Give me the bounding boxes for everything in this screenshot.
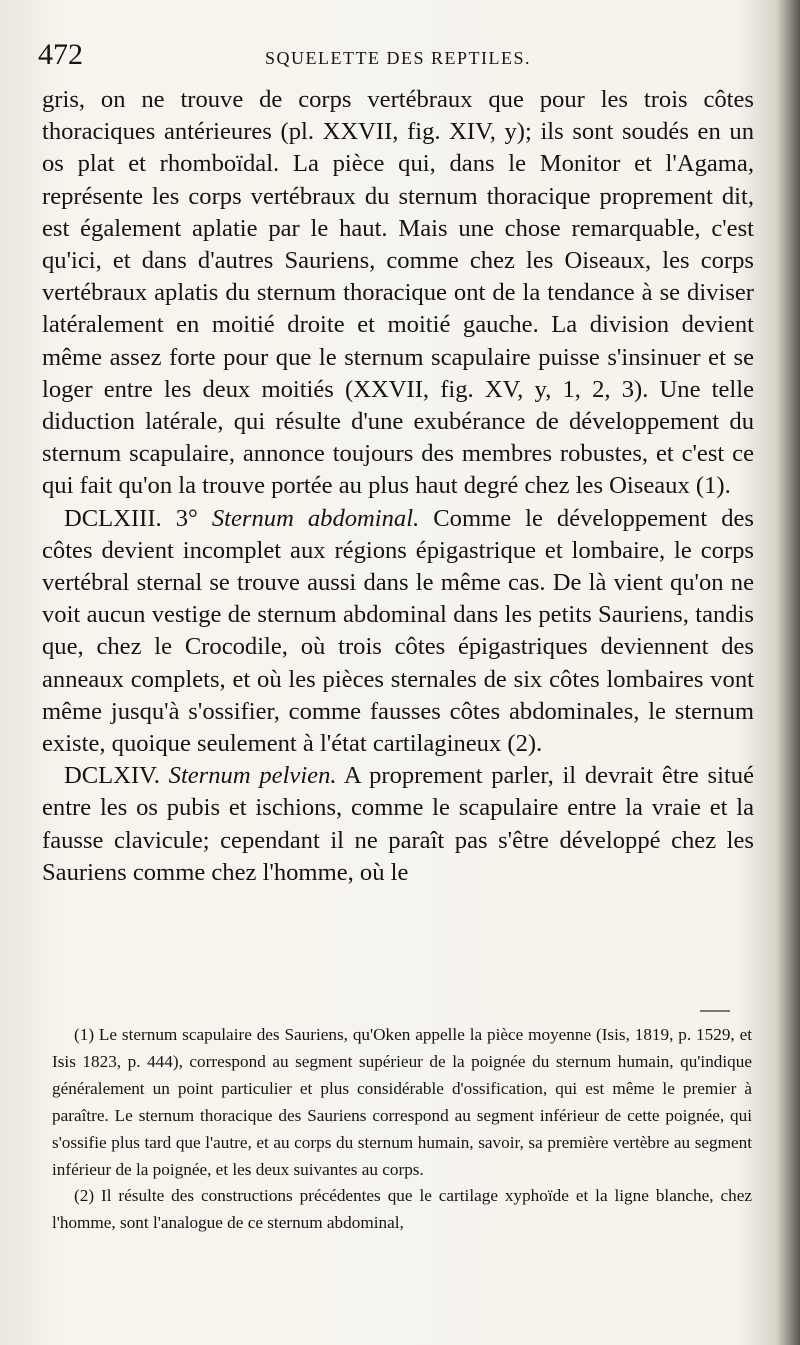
footnote-1: (1) Le sternum scapulaire des Sauriens, qu'Oken appelle la pièce moyenne (Isis, 1819, p. 1529, et Isis 1823, p. 444), correspond au segment supérieur de la poignée du sternum humain, qu'indique généralement un point particulier et plus considérable d'ossification, qui est même le premier à paraître. Le sternum thoracique des Sauriens correspond au segment inférieur de cette poignée, qui s'ossifie plus tard que l'autre, et au corps du sternum humain, savoir, sa première vertèbre au segment inférieur de la poignée, et les deux suivantes au corps. [52, 1025, 752, 1179]
section-title: Sternum pelvien. [168, 762, 337, 790]
paragraph-dclxiii [42, 503, 754, 761]
section-text: A proprement parler, il devrait être situé entre les os pubis et ischions, comme le scapulaire entre la vraie et la fausse clavicule; cependant il ne paraît pas s'être développé chez les Sauriens comme chez l'homme, où le [42, 762, 754, 886]
section-number: DCLXIV. [64, 762, 169, 790]
main-text [42, 84, 754, 889]
section-title: Sternum abdominal. [211, 504, 420, 532]
page-number: 472 [38, 38, 83, 71]
footnote-rule [700, 1010, 730, 1012]
page-header [38, 38, 758, 78]
running-title: SQUELETTE DES REPTILES. [265, 48, 531, 68]
footnotes [52, 1022, 752, 1237]
footnote-2: (2) Il résulte des constructions précédentes que le cartilage xyphoïde et la ligne blanche, chez l'homme, sont l'analogue de ce sternum abdominal, [52, 1186, 752, 1233]
section-text: Comme le développement des côtes devient incomplet aux régions épigastrique et lombaire, le corps vertébral sternal se trouve aussi dans le même cas. De là vient qu'on ne voit aucun vestige de sternum abdominal dans les petits Sauriens, tandis que, chez le Crocodile, où trois côtes épigastriques deviennent des anneaux complets, et où les pièces sternales de six côtes lombaires vont même jusqu'à s'ossifier, comme fausses côtes abdominales, le sternum existe, quoique seulement à l'état cartilagineux (2). [42, 504, 754, 758]
paragraph-dclxiv [42, 760, 754, 889]
paragraph-continued: gris, on ne trouve de corps vertébraux que pour les trois côtes thoraciques antérieures (pl. XXVII, fig. XIV, y); ils sont soudés en un os plat et rhomboïdal. La pièce qui, dans le Monitor et l'Agama, représente les corps vertébraux du sternum thoracique proprement dit, est également aplatie par le haut. Mais une chose remarquable, c'est qu'ici, et dans d'autres Sauriens, comme chez les Oiseaux, les corps vertébraux aplatis du sternum thoracique ont de la tendance à se diviser latéralement en moitié droite et moitié gauche. La division devient même assez forte pour que le sternum scapulaire puisse s'insinuer et se loger entre les deux moitiés (XXVII, fig. XV, y, 1, 2, 3). Une telle diduction latérale, qui résulte d'une exubérance de développement du sternum scapulaire, annonce toujours des membres robustes, et c'est ce qui fait qu'on la trouve portée au plus haut degré chez les Oiseaux (1). [42, 86, 754, 500]
section-number: DCLXIII. 3° [64, 504, 212, 532]
